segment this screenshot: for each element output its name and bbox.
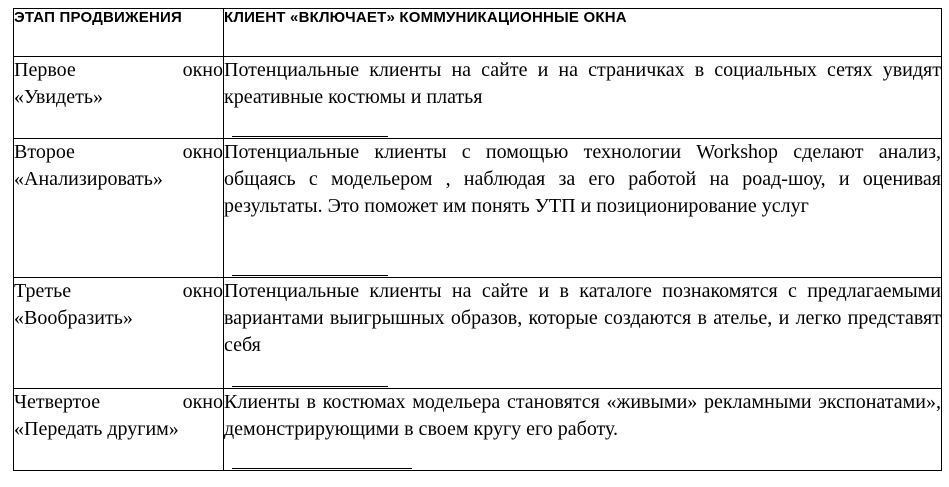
stage-ordinal: Третье (14, 280, 72, 302)
table-row (14, 389, 942, 471)
stage-cell (14, 278, 224, 389)
table-row (14, 57, 942, 139)
blank-underline (232, 468, 412, 469)
stage-description: Потенциальные клиенты на сайте и в каталоге познакомятся с предлагаемыми вариантами выигрышных образов, которые создаются в ателье, и легко представят себя (224, 280, 941, 356)
header-stage: ЭТАП ПРОДВИЖЕНИЯ (14, 9, 224, 57)
stage-title-line (14, 57, 223, 84)
stage-ordinal: Четвертое (14, 391, 101, 413)
stage-name: «Увидеть» (14, 86, 103, 108)
stage-description: Потенциальные клиенты с помощью технологии Workshop сделают анализ, общаясь с модельером , наблюдая за его работой на роад-шоу, и оценивая результаты. Это поможет им понять УТП и позиционирование услуг (224, 141, 941, 217)
stage-title-line (14, 278, 223, 305)
table-header-row (14, 9, 942, 57)
stage-name: «Вообразить» (14, 307, 133, 329)
stage-name: «Передать другим» (14, 418, 179, 440)
description-cell (224, 57, 942, 139)
description-cell (224, 139, 942, 278)
blank-underline (232, 275, 388, 276)
stage-cell (14, 389, 224, 471)
stage-word: окно (182, 391, 223, 413)
description-cell (224, 389, 942, 471)
blank-underline (232, 386, 388, 387)
stage-word: окно (182, 141, 223, 163)
stage-word: окно (182, 59, 223, 81)
promotion-stages-table (13, 8, 942, 471)
description-cell (224, 278, 942, 389)
table-row (14, 139, 942, 278)
table-row (14, 278, 942, 389)
header-description: КЛИЕНТ «ВКЛЮЧАЕТ» КОММУНИКАЦИОННЫЕ ОКНА (224, 9, 942, 57)
stage-name: «Анализировать» (14, 168, 163, 190)
stage-description: Клиенты в костюмах модельера становятся «живыми» рекламными экспонатами», демонстрирующими в своем кругу его работу. (224, 391, 941, 440)
stage-ordinal: Первое (14, 59, 76, 81)
stage-ordinal: Второе (14, 141, 75, 163)
stage-title-line (14, 139, 223, 166)
stage-cell (14, 57, 224, 139)
stage-description: Потенциальные клиенты на сайте и на страничках в социальных сетях увидят креативные костюмы и платья (224, 59, 941, 108)
stage-word: окно (182, 280, 223, 302)
blank-underline (232, 136, 388, 137)
stage-cell (14, 139, 224, 278)
stage-title-line (14, 389, 223, 416)
